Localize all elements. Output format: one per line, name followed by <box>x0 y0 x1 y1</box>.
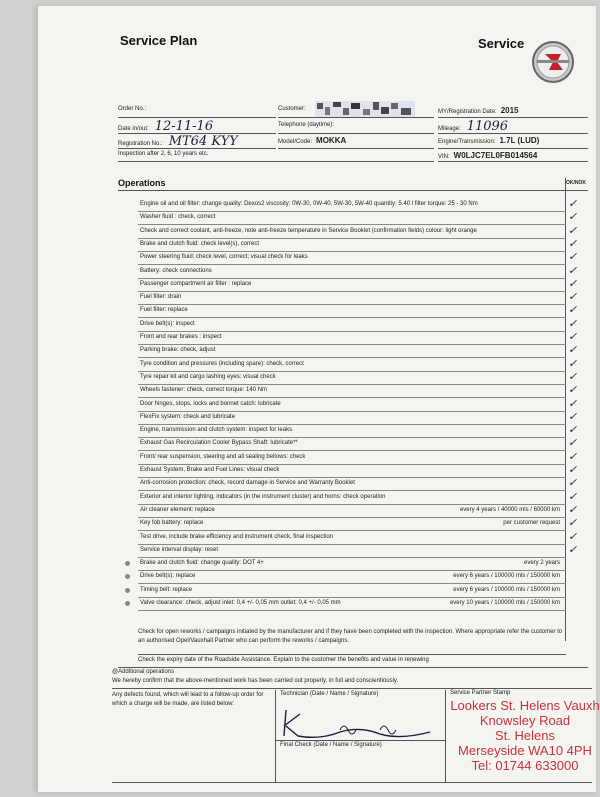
operation-row <box>138 238 566 252</box>
customer-label: Customer: <box>278 106 306 112</box>
redaction-overlay <box>315 101 415 117</box>
operation-row <box>138 517 566 531</box>
operation-row <box>138 211 566 225</box>
bullet-icon <box>125 588 130 593</box>
check-mark-icon: ✓ <box>568 278 578 290</box>
dealer-stamp <box>450 698 600 773</box>
operation-row <box>138 265 566 279</box>
operation-text: Battery: check connections <box>140 268 212 274</box>
operation-text: Drive belt(s): replace <box>140 573 196 579</box>
check-mark-icon: ✓ <box>568 531 578 543</box>
technician-signature <box>280 706 460 742</box>
operation-text: Power steering fluid: check level, correct; visual check for leaks <box>140 254 308 260</box>
check-mark-icon: ✓ <box>568 398 578 410</box>
check-mark-icon: ✓ <box>568 451 578 463</box>
mileage-value: 11096 <box>466 119 509 134</box>
operation-text: Fuel filter: drain <box>140 294 182 300</box>
check-mark-icon: ✓ <box>568 424 578 436</box>
stamp-line-town: St. Helens <box>495 728 555 743</box>
check-mark-icon: ✓ <box>568 384 578 396</box>
operation-row <box>138 477 566 491</box>
check-mark-icon: ✓ <box>568 331 578 343</box>
service-partner-stamp-label: Service Partner Stamp <box>450 690 511 696</box>
operation-row <box>138 570 566 584</box>
operation-row <box>138 464 566 478</box>
operation-text: Brake and clutch fluid: check level(s), correct <box>140 241 260 247</box>
check-mark-icon: ✓ <box>568 291 578 303</box>
engine-transmission-field <box>438 136 539 145</box>
vin-value: W0LJC7EL0FB014564 <box>453 151 538 160</box>
operation-text: Parking brake: check, adjust <box>140 347 216 353</box>
operation-row <box>138 597 566 611</box>
operation-text: Passenger compartment air filter : replace <box>140 281 252 287</box>
bullet-icon <box>125 561 130 566</box>
operation-interval: every 4 years / 40000 mls / 60000 km <box>459 507 560 513</box>
operation-row <box>138 304 566 318</box>
operation-text: Tyre condition and pressures (including spare): check, correct <box>140 361 304 367</box>
operation-row <box>138 371 566 385</box>
check-mark-icon: ✓ <box>568 251 578 263</box>
operation-text: Exterior and interior lighting, indicators (in the instrument cluster) and horns: check operation <box>140 494 386 500</box>
vin-field <box>438 151 537 160</box>
defects-text: Any defects found, which will lead to a follow-up order for which a charge will be made, are listed below: <box>112 692 264 707</box>
bullet-icon <box>125 574 130 579</box>
operation-row <box>138 318 566 332</box>
operation-row <box>138 491 566 505</box>
check-mark-icon: ✓ <box>568 358 578 370</box>
operation-row <box>138 531 566 545</box>
operation-text: Brake and clutch fluid: change quality: DOT 4+ <box>140 560 264 566</box>
engine-transmission-value: 1.7L (LUD) <box>499 136 540 145</box>
operation-row <box>138 278 566 292</box>
check-mark-icon: ✓ <box>568 491 578 503</box>
operation-interval: every 6 years / 100000 mls / 150000 km <box>453 587 560 593</box>
service-plan-title: Service Plan <box>120 33 198 48</box>
griffin-emblem-icon <box>531 40 575 84</box>
registration-no-label: Registration No.: <box>118 141 163 147</box>
operation-text: Test drive, include brake efficiency and instrument check, final inspection <box>140 534 333 540</box>
operation-row <box>138 198 566 212</box>
check-mark-icon: ✓ <box>568 504 578 516</box>
operation-row <box>138 544 566 558</box>
engine-transmission-label: Engine/Transmission: <box>438 139 496 145</box>
operation-text: Fuel filter: replace <box>140 307 188 313</box>
check-mark-icon: ✓ <box>568 265 578 277</box>
telephone-label: Telephone (daytime): <box>278 122 335 128</box>
check-mark-icon: ✓ <box>568 211 578 223</box>
operation-row <box>138 451 566 465</box>
check-mark-icon: ✓ <box>568 477 578 489</box>
operation-text: Front and rear brakes : inspect <box>140 334 222 340</box>
operation-row <box>138 411 566 425</box>
operation-row <box>138 344 566 358</box>
date-in-out-value: 12-11-16 <box>154 119 214 134</box>
vin-label: VIN: <box>438 154 450 160</box>
mileage-field <box>438 119 508 134</box>
model-code-value: MOKKA <box>316 136 347 145</box>
my-registration-date-field <box>438 106 519 115</box>
date-in-out-field <box>118 119 213 134</box>
operation-row <box>138 437 566 451</box>
check-mark-icon: ✓ <box>568 198 578 210</box>
operation-row <box>138 398 566 412</box>
check-mark-icon: ✓ <box>568 544 578 556</box>
service-sheet <box>38 6 600 792</box>
additional-operations-label: @Additional operations <box>112 669 175 675</box>
operation-text: Exhaust System, Brake and Fuel Lines: visual check <box>140 467 280 473</box>
operation-text: Door hinges, stops, locks and bonnet catch: lubricate <box>140 401 281 407</box>
check-mark-icon: ✓ <box>568 411 578 423</box>
operation-text: Check and correct coolant, anti-freeze, note anti-freeze temperature in Service Booklet (confirmation fields) colour: light orange <box>140 228 477 234</box>
operation-interval: every 2 years <box>523 560 560 566</box>
operation-text: Engine oil and oil filter: change quality: Dexos2 viscosity: 0W-30, 0W-40, 5W-30, 5W-40 quantity: 5.40 l filter torque: 25 - 30 Nm <box>140 201 478 207</box>
operation-text: Drive belt(s): inspect <box>140 321 195 327</box>
operation-text: Engine, transmission and clutch system: inspect for leaks <box>140 427 293 433</box>
registration-no-value: MT64 KYY <box>168 134 238 149</box>
check-mark-icon: ✓ <box>568 371 578 383</box>
date-in-out-label: Date in/out: <box>118 126 149 132</box>
operation-row <box>138 384 566 398</box>
check-mark-icon: ✓ <box>568 225 578 237</box>
note-roadside-assistance: Check the expiry date of the Roadside Assistance. Explain to the customer the benefits and value in renewing <box>138 657 429 663</box>
operation-row <box>138 251 566 265</box>
order-no-label: Order No.: <box>118 106 147 112</box>
ok-nok-header: OK/NOK <box>566 180 586 186</box>
operation-interval: per customer request <box>503 520 560 526</box>
my-registration-date-label: MY/Registration Date: <box>438 109 497 115</box>
stamp-line-county: Merseyside WA10 4PH <box>458 743 592 758</box>
operation-text: Exhaust Gas Recirculation Cooler Bypass Shaft: lubricate** <box>140 440 298 446</box>
stamp-line-road: Knowsley Road <box>479 713 571 728</box>
confirmation-text: We hereby confirm that the above-mentioned work has been carried out properly, in full and conscientiously. <box>112 678 399 684</box>
technician-label: Technician (Date / Name / Signature) <box>280 691 379 697</box>
check-mark-icon: ✓ <box>568 344 578 356</box>
service-title: Service <box>478 36 525 51</box>
operation-row <box>138 424 566 438</box>
operation-text: Wheels fastener: check, correct torque: 140 Nm <box>140 387 268 393</box>
operation-interval: every 6 years / 100000 mls / 150000 km <box>453 573 560 579</box>
mileage-label: Mileage: <box>438 126 461 132</box>
operation-text: Tyre repair kit and cargo lashing eyes: visual check <box>140 374 276 380</box>
operation-text: Washer fluid : check, correct <box>140 214 216 220</box>
bullet-icon <box>125 601 130 606</box>
final-check-label: Final Check (Date / Name / Signature) <box>280 742 382 748</box>
operation-text: Valve clearance: check, adjust inlet: 0,4 +/- 0,05 mm outlet: 0,4 +/- 0,05 mm <box>140 600 341 606</box>
operation-text: Front/ rear suspension, steering and all sealing bellows: check <box>140 454 306 460</box>
operation-text: Air cleaner element: replace <box>140 507 215 513</box>
stamp-line-telephone: Tel: 01744 633000 <box>471 758 579 773</box>
operation-interval: every 10 years / 100000 mls / 150000 km <box>449 600 560 606</box>
operation-text: Service interval display: reset <box>140 547 219 553</box>
check-mark-icon: ✓ <box>568 304 578 316</box>
check-mark-icon: ✓ <box>568 238 578 250</box>
model-code-field <box>278 136 346 145</box>
operation-text: FlexFix system: check and lubricate <box>140 414 236 420</box>
my-registration-date-value: 2015 <box>500 106 519 115</box>
note-open-reworks: Check for open reworks / campaigns initiated by the manufacturer and if they have been completed with the inspection. Where appropriate refer the customer to an authorised Opel/Vauxhall Partner who can perform the reworks / campaigns. <box>138 629 563 644</box>
operation-row <box>138 557 566 571</box>
operation-row <box>138 225 566 239</box>
registration-no-field <box>118 134 238 149</box>
operation-row <box>138 504 566 518</box>
inspection-after-label: Inspection after 2, 6, 10 years etc. <box>118 151 209 157</box>
operation-row <box>138 584 566 598</box>
operation-row <box>138 291 566 305</box>
check-mark-icon: ✓ <box>568 517 578 529</box>
model-code-label: Model/Code: <box>278 139 313 145</box>
operation-text: Timing belt: replace <box>140 587 193 593</box>
stamp-line-dealer: Lookers St. Helens Vauxh <box>450 698 600 713</box>
operation-row <box>138 331 566 345</box>
operation-text: Anti-corrosion protection: check, record damage in Service and Warranty Booklet <box>140 480 355 486</box>
operation-text: Key fob battery: replace <box>140 520 204 526</box>
operation-row <box>138 358 566 372</box>
check-mark-icon: ✓ <box>568 437 578 449</box>
operations-heading: Operations <box>118 178 166 188</box>
check-mark-icon: ✓ <box>568 464 578 476</box>
check-mark-icon: ✓ <box>568 318 578 330</box>
